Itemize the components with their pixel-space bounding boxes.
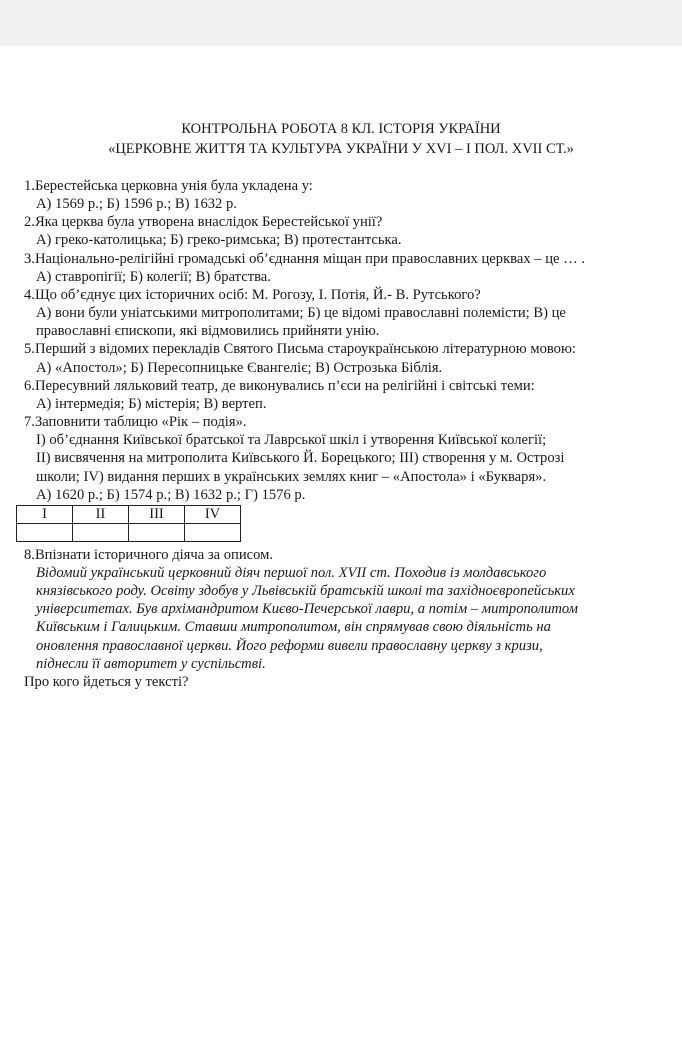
question-5-answer-line: А) «Апостол»; Б) Пересопницьке Євангеліє; В) Острозька Біблія. [36, 359, 443, 376]
question-1: 1.Берестейська церковна унія була укладена у: [24, 178, 313, 194]
question-1-answer-line: А) 1569 р.; Б) 1596 р.; В) 1632 р. [36, 196, 237, 213]
question-5: 5.Перший з відомих перекладів Святого Письма староукраїнською літературною мовою: [24, 341, 576, 358]
table-header: І [17, 505, 73, 523]
question-4: 4.Що об’єднує цих історичних осіб: М. Рогозу, І. Потія, Й.- В. Рутського? [24, 286, 481, 303]
question-8-description-line: Відомий український церковний діяч першої пол. XVII ст. Походив із молдавського [36, 564, 547, 581]
question-3: 3.Національно-релігійні громадські об’єднання міщан при православних церквах – це … . [24, 250, 586, 267]
question-2: 2.Яка церква була утворена внаслідок Берестейської унії? [24, 214, 383, 231]
question-6-answer-line: А) інтермедія; Б) містерія; В) вертеп. [36, 395, 267, 412]
answer-cell[interactable] [17, 523, 73, 541]
question-8-prompt: Про кого йдеться у тексті? [24, 673, 189, 690]
answer-cell[interactable] [73, 523, 129, 541]
table-header: IV [185, 505, 241, 523]
question-7-answer-line: І) об’єднання Київської братської та Лаврської шкіл і утворення Київської колегії; [36, 432, 547, 449]
question-2-answer-line: А) греко-католицька; Б) греко-римська; В) протестантська. [36, 232, 402, 249]
question-7-answer-line: школи; IV) видання перших в українських землях книг – «Апостола» і «Букваря». [36, 468, 547, 485]
question-6: 6.Пересувний ляльковий театр, де виконувались п’єси на релігійні і світські теми: [24, 377, 535, 394]
question-4-answer-line: православні єпископи, які відмовились прийняти унію. [36, 323, 380, 340]
top-bar [0, 0, 682, 46]
test-questions [24, 177, 664, 691]
document-title: КОНТРОЛЬНА РОБОТА 8 КЛ. ІСТОРІЯ УКРАЇНИ [181, 121, 501, 137]
question-8-description-line: оновлення православної церкви. Його реформи вивели православну церкву з кризи, [36, 637, 543, 654]
question-8-description-line: університетах. Був архімандритом Києво-Печерської лаври, а потім – митрополитом [36, 601, 578, 618]
question-7: 7.Заповнити таблицю «Рік – подія». [24, 414, 247, 431]
question-8: 8.Впізнати історичного діяча за описом. [24, 546, 274, 563]
table-header: ІІІ [129, 505, 185, 523]
document-subtitle: «ЦЕРКОВНЕ ЖИТТЯ ТА КУЛЬТУРА УКРАЇНИ У XVI – І ПОЛ. XVII СТ.» [108, 141, 574, 157]
question-8-description-line: князівського роду. Освіту здобув у Львівській братській школі та західноєвропейських [36, 583, 575, 600]
question-7-answer-line: А) 1620 р.; Б) 1574 р.; В) 1632 р.; Г) 1576 р. [36, 486, 306, 503]
question-8-description-line: піднесли її авторитет у суспільстві. [36, 655, 266, 672]
answer-cell[interactable] [185, 523, 241, 541]
question-7-answer-line: ІІ) висвячення на митрополита Київського Й. Борецького; ІІІ) створення у м. Острозі [36, 450, 565, 467]
answer-cell[interactable] [129, 523, 185, 541]
table-header: ІІ [73, 505, 129, 523]
question-3-answer-line: А) ставропігії; Б) колегії; В) братства. [36, 268, 271, 285]
question-4-answer-line: А) вони були уніатськими митрополитами; Б) це відомі православні полемісти; В) це [36, 305, 566, 322]
question-8-description-line: Київським і Галицьким. Ставши митрополитом, він спрямував свою діяльність на [36, 619, 551, 636]
year-event-table [16, 505, 241, 542]
